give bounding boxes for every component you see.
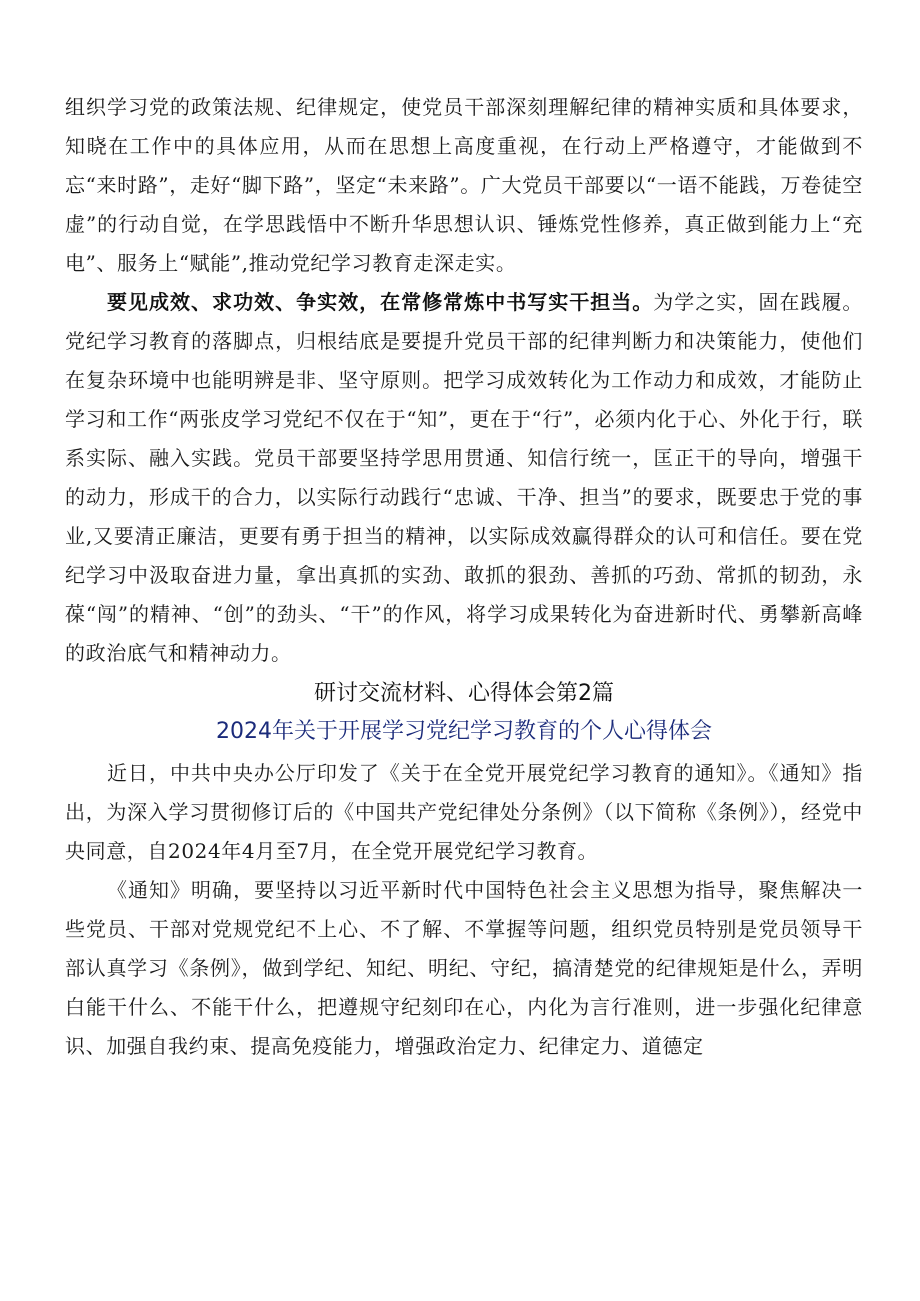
article-title: 2024年关于开展学习党纪学习教育的个人心得体会 bbox=[216, 719, 712, 744]
paragraph-4: 《通知》明确，要坚持以习近平新时代中国特色社会主义思想为指导，聚焦解决一些党员、干部对党规党纪不上心、不了解、不掌握等问题，组织党员特别是党员领导干部认真学习《条例》，做到学纪、知纪、明纪、守纪，搞清楚党的纪律规矩是什么，弄明白能干什么、不能干什么，把遵规守纪刻印在心，内化为言行准则，进一步强化纪律意识、加强自我约束、提高免疫能力，增强政治定力、纪律定力、道德定 bbox=[65, 878, 863, 1058]
paragraph-2-lead: 要见成效、求功效、争实效，在常修常炼中书写实干担当。 bbox=[107, 290, 654, 314]
document-page bbox=[65, 88, 863, 1066]
paragraph-1: 组织学习党的政策法规、纪律规定，使党员干部深刻理解纪律的精神实质和具体要求，知晓在工作中的具体应用，从而在思想上高度重视，在行动上严格遵守，才能做到不忘“来时路”，走好“脚下路”，坚定“未来路”。广大党员干部要以“一语不能践，万卷徒空虚”的行动自觉，在学思践悟中不断升华思想认识、锤炼党性修养，真正做到能力上“充电”、服务上“赋能”,推动党纪学习教育走深走实。 bbox=[65, 95, 863, 275]
section-heading: 研讨交流材料、心得体会第2篇 bbox=[314, 681, 614, 706]
paragraph-2-body: 为学之实，固在践履。党纪学习教育的落脚点，归根结底是要提升党员干部的纪律判断力和决策能力，使他们在复杂环境中也能明辨是非、坚守原则。把学习成效转化为工作动力和成效，才能防止学习和工作“两张皮学习党纪不仅在于“知”，更在于“行”，必须内化于心、外化于行，联系实际、融入实践。党员干部要坚持学思用贯通、知信行统一，匡正干的导向，增强干的动力，形成干的合力，以实际行动践行“忠诚、干净、担当”的要求，既要忠于党的事业,又要清正廉洁，更要有勇于担当的精神，以实际成效赢得群众的认可和信任。要在党纪学习中汲取奋进力量，拿出真抓的实劲、敢抓的狠劲、善抓的巧劲、常抓的韧劲，永葆“闯”的精神、“创”的劲头、“干”的作风，将学习成果转化为奋进新时代、勇攀新高峰的政治底气和精神动力。 bbox=[65, 290, 863, 665]
paragraph-2 bbox=[65, 283, 863, 673]
paragraph-3: 近日，中共中央办公厅印发了《关于在全党开展党纪学习教育的通知》。《通知》指出，为深入学习贯彻修订后的《中国共产党纪律处分条例》（以下简称《条例》），经党中央同意，自2024年4月至7月，在全党开展党纪学习教育。 bbox=[65, 761, 863, 863]
